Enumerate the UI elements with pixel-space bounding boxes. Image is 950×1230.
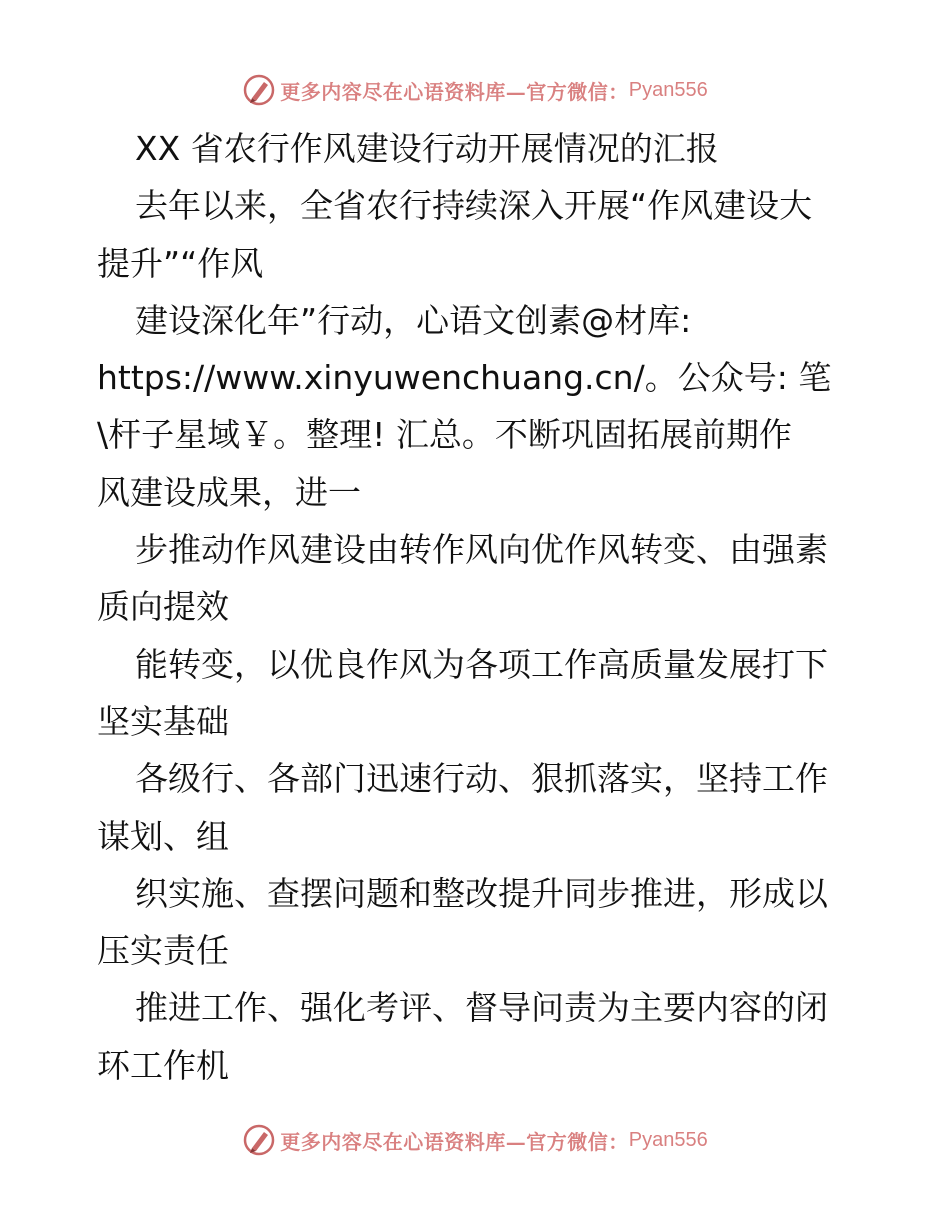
header-banner [0, 70, 950, 110]
paragraph-line: 去年以来，全省农行持续深入开展“作风建设大 [135, 186, 813, 226]
document-title: XX 省农行作风建设行动开展情况的汇报 [135, 129, 719, 168]
paragraph-line: 提升”“作风 [97, 243, 264, 283]
paragraph-line: 压实责任 [97, 931, 229, 971]
footer-banner-handle: Pyan556 [628, 1128, 708, 1151]
header-banner-handle: Pyan556 [628, 78, 708, 101]
paragraph-line: https://www.xinyuwenchuang.cn/。公众号: 笔 [97, 358, 832, 398]
paragraph-line: 步推动作风建设由转作风向优作风转变、由强素 [135, 530, 828, 570]
paragraph-line: 推进工作、强化考评、督导问责为主要内容的闭 [135, 988, 828, 1028]
header-banner-text: 更多内容尽在心语资料库—官方微信： [280, 79, 629, 104]
paragraph-line: 能转变，以优良作风为各项工作高质量发展打下 [135, 644, 828, 684]
paragraph-line: 谋划、组 [97, 816, 229, 856]
footer-banner-text: 更多内容尽在心语资料库—官方微信： [280, 1129, 629, 1154]
paragraph-line: 各级行、各部门迅速行动、狠抓落实，坚持工作 [135, 759, 828, 799]
paragraph-line: \杆子星域￥。整理! 汇总。不断巩固拓展前期作 [97, 415, 792, 455]
footer-banner [0, 1120, 950, 1160]
paragraph-line: 质向提效 [97, 587, 229, 627]
paragraph-line: 建设深化年”行动，心语文创素@材库: [135, 300, 692, 340]
document-body [97, 120, 857, 1094]
paragraph-line: 织实施、查摆问题和整改提升同步推进，形成以 [135, 873, 828, 913]
pen-logo-icon [242, 73, 276, 107]
paragraph-line: 坚实基础 [97, 701, 229, 741]
paragraph-line: 风建设成果，进一 [97, 472, 361, 512]
pen-logo-icon [242, 1123, 276, 1157]
paragraph-line: 环工作机 [97, 1045, 229, 1085]
